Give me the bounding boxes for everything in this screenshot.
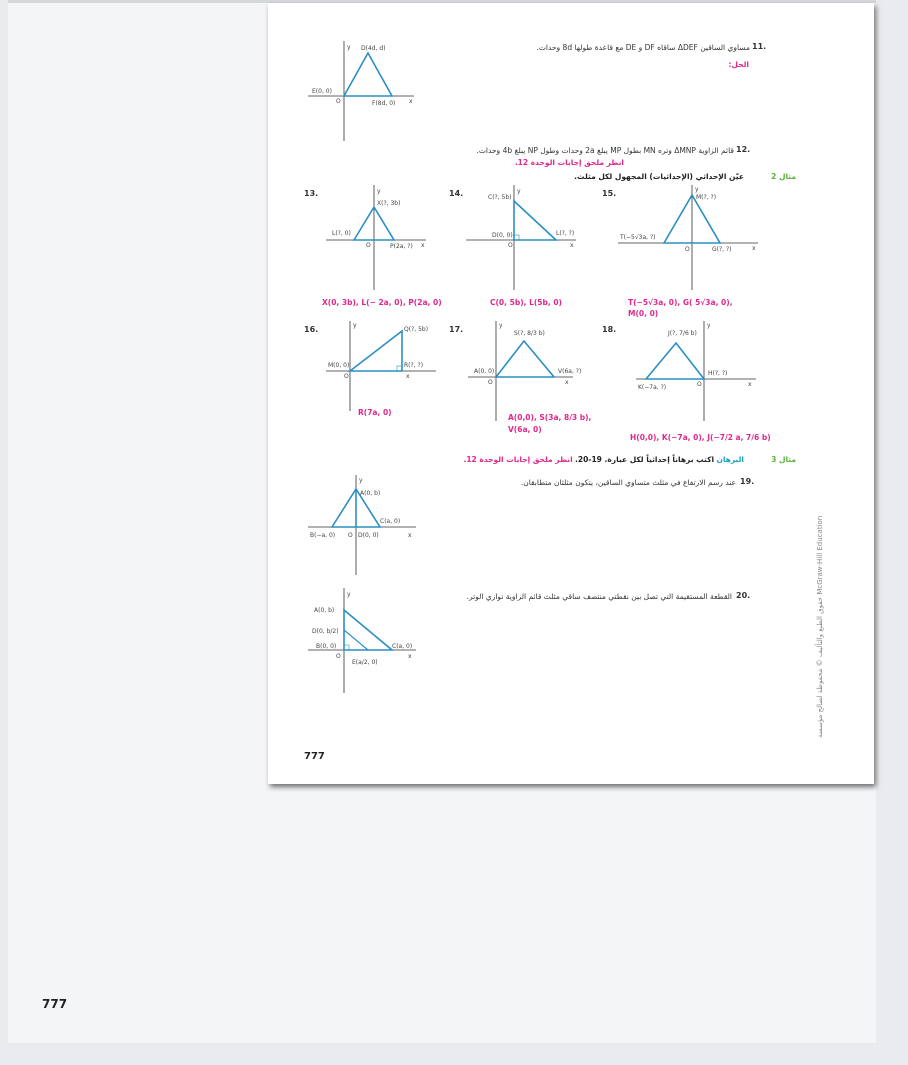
problem-18-answer: H(0,0), K(−7a, 0), J(−7/2 a, 7/6 b) bbox=[630, 433, 771, 442]
figure-18 bbox=[636, 321, 756, 421]
fig13-label-l: L(?, 0) bbox=[332, 230, 351, 237]
fig15-label-g: G(?, ?) bbox=[712, 246, 732, 253]
example-3-line bbox=[463, 455, 744, 464]
fig17-label-s: S(?, 8/3 b) bbox=[514, 330, 545, 337]
fig18-label-y: y bbox=[707, 322, 711, 329]
fig19-label-d: D(0, 0) bbox=[358, 532, 379, 539]
problem-15-answer-2: M(0, 0) bbox=[628, 309, 659, 318]
problem-14-answer: C(0, 5b), L(5b, 0) bbox=[490, 298, 562, 307]
example-3-label: مثال 3 bbox=[771, 455, 796, 464]
example-3-text: اكتب برهاناً إحداثياً لكل عبارة. 19-20. bbox=[575, 455, 715, 464]
fig19-label-y: y bbox=[359, 477, 363, 484]
fig13-label-y: y bbox=[377, 188, 381, 195]
fig20-label-e: E(a/2, 0) bbox=[352, 659, 378, 666]
fig19-label-a: A(0, b) bbox=[360, 490, 381, 497]
problem-20-number: 20. bbox=[736, 591, 751, 600]
problem-11-text-body: مساوي الساقين ΔDEF ساقاه DF و DE مع قاعدة طولها 8d وحدات. bbox=[536, 43, 750, 52]
fig17-label-v: V(6a, ?) bbox=[558, 368, 582, 375]
fig13-label-xaxis: x bbox=[421, 242, 425, 249]
problem-12-text: قائم الزاوية ΔMNP وتره MN بطول MP يبلغ 2a وحدات وطول NP يبلغ 4b وحدات. bbox=[476, 146, 734, 155]
fig16-label-m: M(0, 0) bbox=[328, 362, 350, 369]
figure-11 bbox=[308, 41, 418, 141]
fig18-label-o: O bbox=[697, 381, 702, 388]
fig20-label-b: B(0, 0) bbox=[316, 643, 337, 650]
fig20-label-o: O bbox=[336, 653, 341, 660]
problem-15-answer: T(−5√3a, 0), G( 5√3a, 0), bbox=[628, 298, 733, 307]
fig20-label-y: y bbox=[347, 591, 351, 598]
fig16-label-q: Q(?, 5b) bbox=[404, 326, 429, 333]
figure-14 bbox=[466, 185, 576, 290]
fig11-label-o: O bbox=[336, 98, 341, 105]
problem-20-text: القطعة المستقيمة التي تصل بين نقطتي منتصف ساقي مثلث قائم الزاوية توازي الوتر. bbox=[466, 592, 732, 601]
fig16-label-r: R(?, ?) bbox=[404, 362, 424, 369]
fig11-label-y: y bbox=[347, 44, 351, 51]
page-number: 777 bbox=[304, 751, 325, 762]
fig20-label-c: C(a, 0) bbox=[392, 643, 413, 650]
fig20-label-d: D(0, b/2) bbox=[312, 628, 339, 635]
fig11-label-x: x bbox=[409, 98, 413, 105]
example-3-keyword: البرهان bbox=[716, 455, 744, 464]
fig15-label-t: T(−5√3a, ?) bbox=[620, 234, 656, 241]
fig16-label-y: y bbox=[353, 322, 357, 329]
problem-16-answer: R(7a, 0) bbox=[358, 408, 392, 417]
fig17-label-o: O bbox=[488, 379, 493, 386]
figure-15 bbox=[618, 185, 758, 290]
figure-16 bbox=[326, 321, 436, 411]
figure-20 bbox=[308, 588, 418, 693]
fig15-label-m: M(?, ?) bbox=[696, 194, 717, 201]
fig14-label-y: y bbox=[517, 188, 521, 195]
fig18-label-x: x bbox=[748, 381, 752, 388]
fig20-label-a: A(0, b) bbox=[314, 607, 335, 614]
fig19-label-x: x bbox=[408, 532, 412, 539]
fig16-label-x: x bbox=[406, 373, 410, 380]
fig14-label-o: O bbox=[508, 242, 513, 249]
problem-11-number: 11. bbox=[752, 42, 767, 51]
fig17-label-x: x bbox=[565, 379, 569, 386]
problem-11-solution-label: الحل: bbox=[728, 60, 749, 69]
fig11-label-d: D(4d, d) bbox=[361, 45, 386, 52]
problem-16-number: 16. bbox=[304, 325, 319, 334]
fig17-label-a: A(0, 0) bbox=[474, 368, 495, 375]
fig15-label-x: x bbox=[752, 245, 756, 252]
fig20-label-x: x bbox=[408, 653, 412, 660]
fig11-label-e: E(0, 0) bbox=[312, 88, 332, 95]
fig18-label-j: J(?, 7/6 b) bbox=[668, 330, 697, 337]
fig18-label-h: H(?, ?) bbox=[708, 370, 728, 377]
problem-14-number: 14. bbox=[449, 189, 464, 198]
fig15-label-o: O bbox=[685, 246, 690, 253]
example-2-text: عيّن الإحداثي (الإحداثيات) المجهول لكل مثلث. bbox=[574, 172, 744, 181]
document-page bbox=[268, 3, 874, 784]
problem-19-number: 19. bbox=[740, 477, 755, 486]
fig13-label-p: P(2a, ?) bbox=[390, 243, 413, 250]
fig19-label-o: O bbox=[348, 532, 353, 539]
problem-19-text: عند رسم الارتفاع في مثلث متساوي الساقين، يتكون مثلثان متطابقان. bbox=[520, 478, 736, 487]
problem-17-number: 17. bbox=[449, 325, 464, 334]
problem-17-answer: A(0,0), S(3a, 8/3 b), bbox=[508, 413, 592, 422]
problem-13-answer: X(0, 3b), L(− 2a, 0), P(2a, 0) bbox=[322, 298, 442, 307]
problem-12-answer: انظر ملحق إجابات الوحدة 12. bbox=[514, 158, 624, 167]
figure-13 bbox=[326, 185, 426, 290]
fig18-label-k: K(−7a, ?) bbox=[638, 384, 667, 391]
copyright-side-text: حقوق الطبع والتأليف © محفوظة لصالح مؤسسة McGraw-Hill Education bbox=[816, 515, 824, 738]
problem-15-number: 15. bbox=[602, 189, 617, 198]
problem-17-answer-2: V(6a, 0) bbox=[508, 425, 542, 434]
fig11-label-f: F(8d, 0) bbox=[372, 100, 396, 107]
fig19-label-b: B(−a, 0) bbox=[310, 532, 336, 539]
fig13-label-x: X(?, 3b) bbox=[377, 200, 401, 207]
example-3-answer: انظر ملحق إجابات الوحدة 12. bbox=[463, 455, 573, 464]
figure-19 bbox=[308, 475, 418, 575]
fig14-label-d: D(0, 0) bbox=[492, 232, 513, 239]
figure-17 bbox=[468, 321, 582, 421]
example-2-label: مثال 2 bbox=[771, 172, 796, 181]
problem-12-number: 12. bbox=[736, 145, 751, 154]
fig14-label-x: x bbox=[570, 242, 574, 249]
viewer-page-number: 777 bbox=[42, 997, 68, 1011]
problem-11-text bbox=[536, 43, 750, 52]
fig14-label-l: L(?, ?) bbox=[556, 230, 575, 237]
fig16-label-o: O bbox=[344, 373, 349, 380]
fig15-label-y: y bbox=[695, 186, 699, 193]
fig14-label-c: C(?, 5b) bbox=[488, 194, 512, 201]
problem-18-number: 18. bbox=[602, 325, 617, 334]
fig19-label-c: C(a, 0) bbox=[380, 518, 401, 525]
fig17-label-y: y bbox=[499, 322, 503, 329]
fig13-label-o: O bbox=[366, 242, 371, 249]
problem-13-number: 13. bbox=[304, 189, 319, 198]
